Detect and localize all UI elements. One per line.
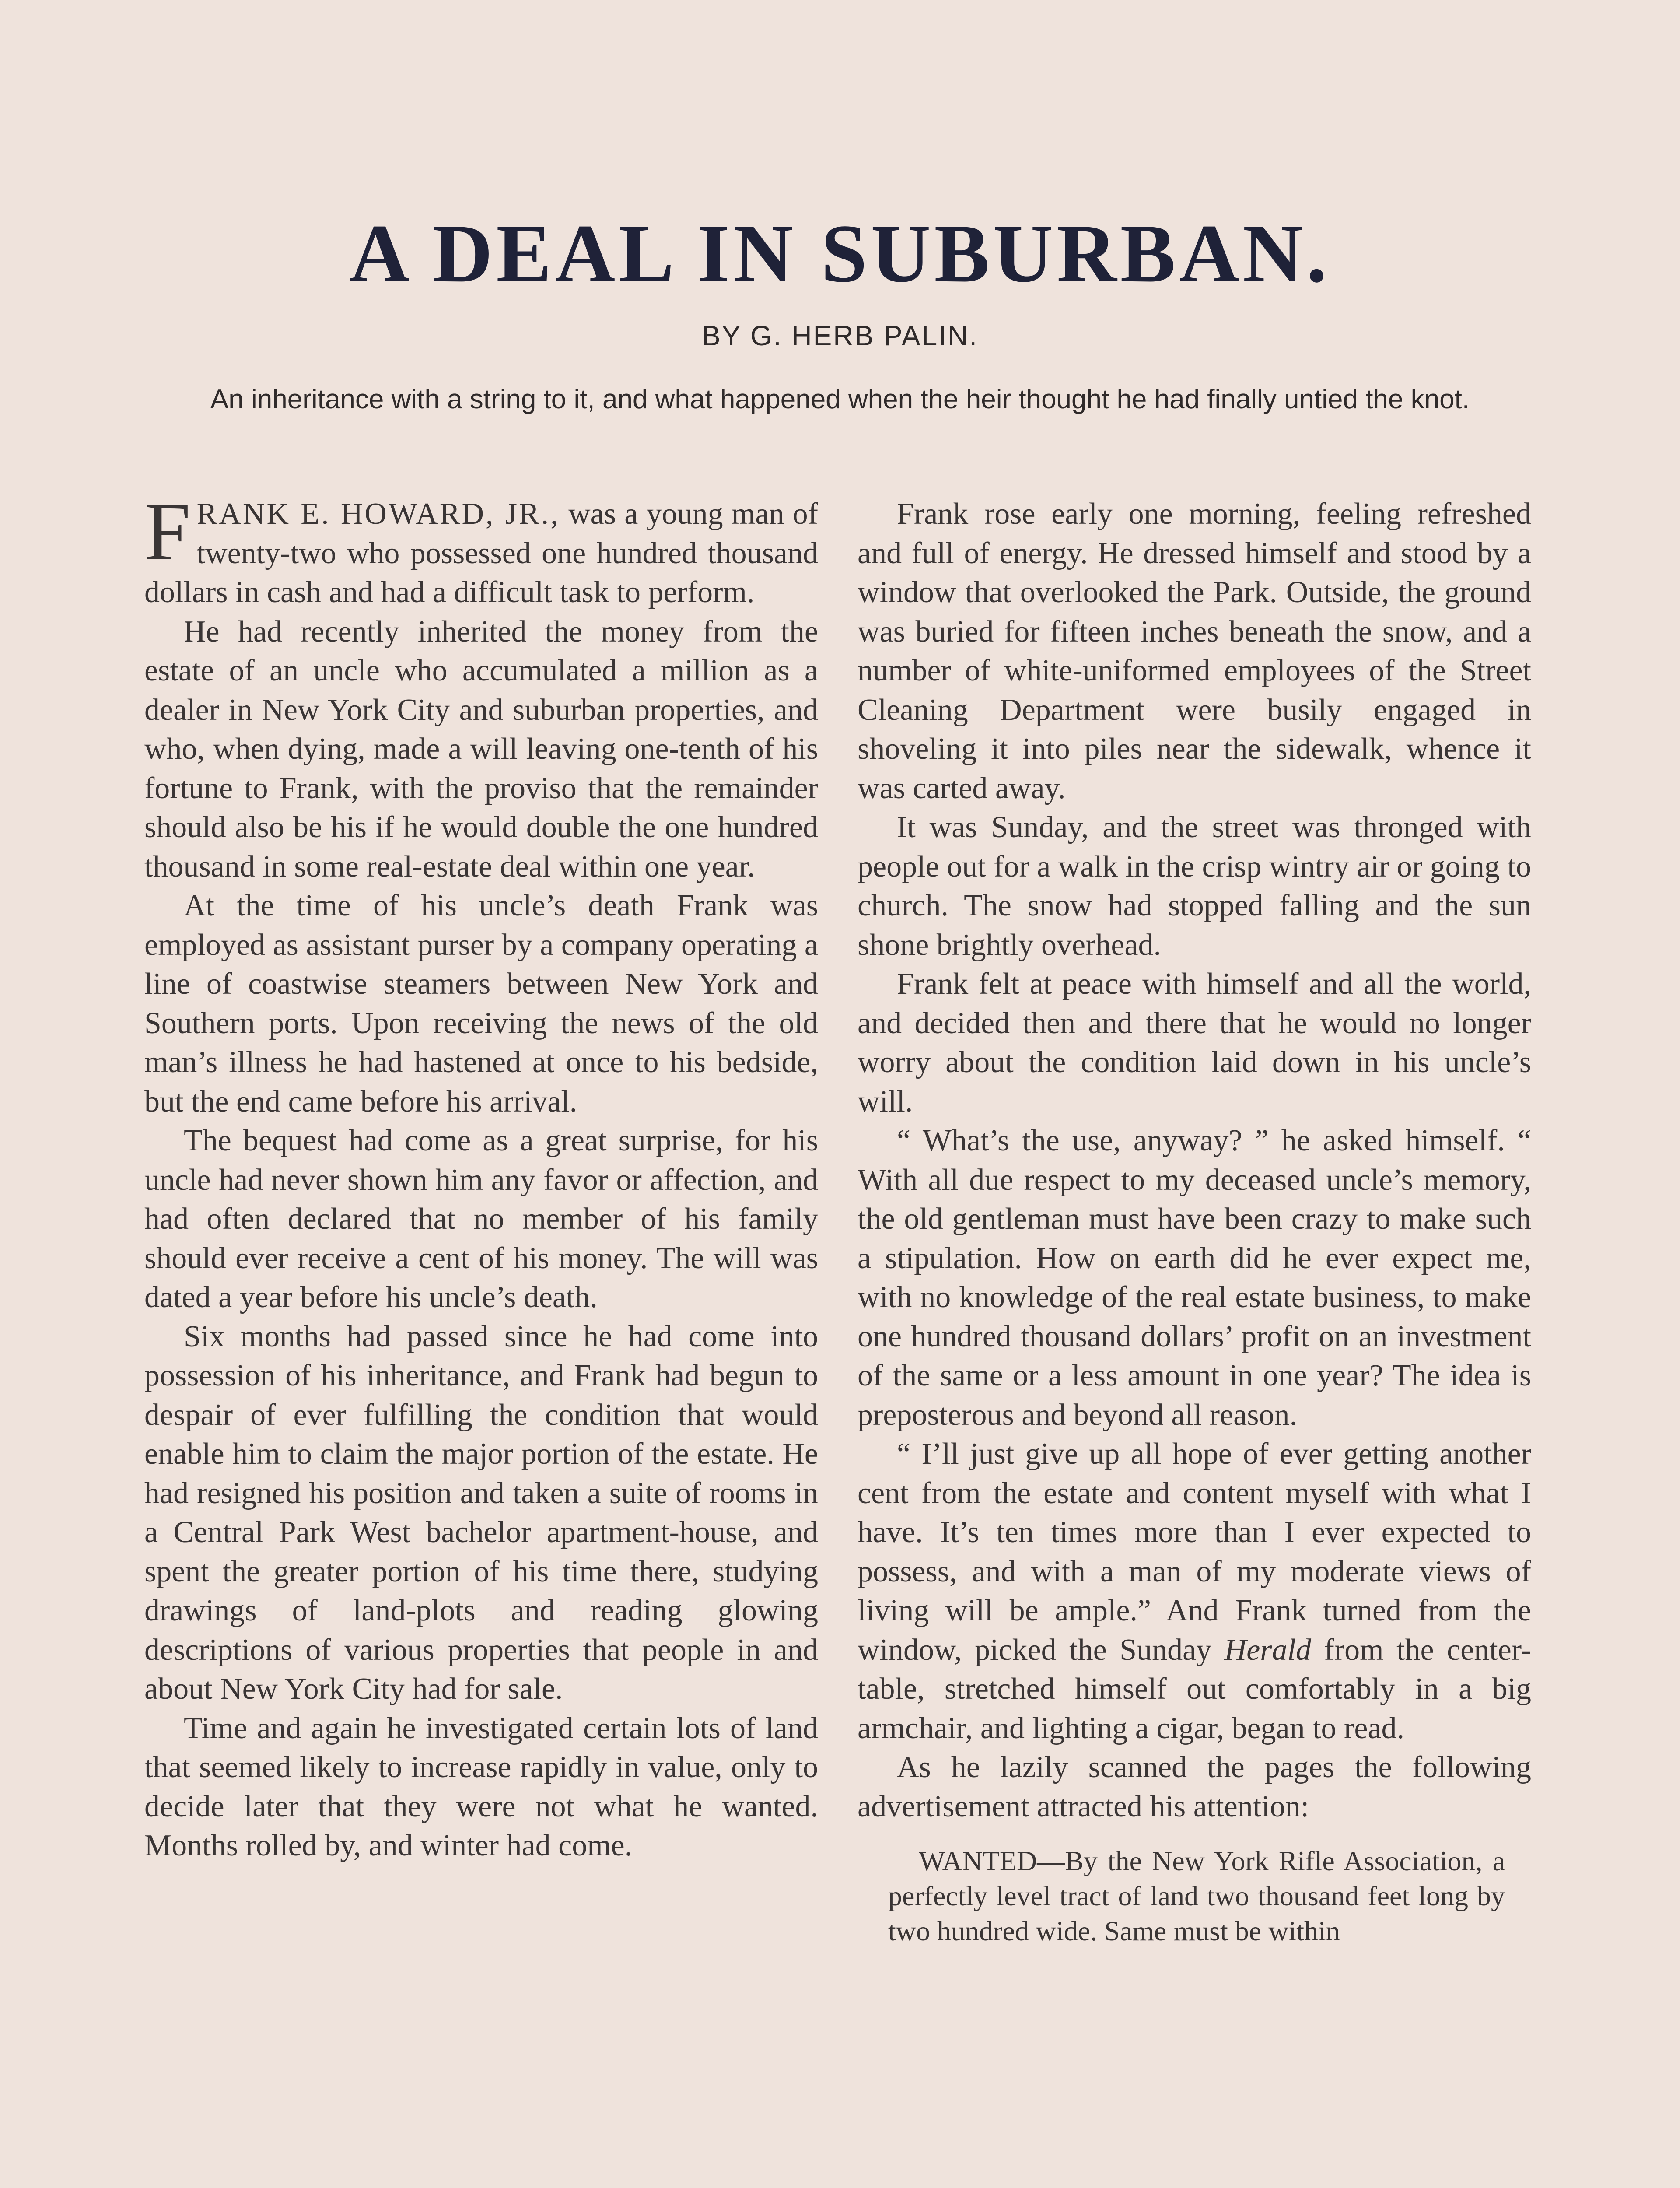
paragraph: As he lazily scanned the pages the following advertisement attracted his attention: [858, 1750, 1531, 1823]
paragraph: Six months had passed since he had come into possession of his inheritance, and Frank had begun to despair of ever fulfilling the condition that would enable him to claim the major portion of the estate. He had resigned his position and taken a suite of rooms in a Central Park West bachelor apartment-house, and spent the greater portion of his time there, studying drawings of land-plots and reading glowing descriptions of various properties that people in and about New York City had for sale. [144, 1319, 818, 1706]
article-title: A DEAL IN SUBURBAN. [349, 208, 1331, 300]
paragraph: Frank rose early one morning, feeling refreshed and full of energy. He dressed himself and stood by a window that overlooked the Park. Outside, the ground was buried for fifteen inches beneath the snow, and a number of white-uniformed employees of the Street Cleaning Department were busily engaged in shoveling it into piles near the sidewalk, whence it was carted away. [858, 497, 1531, 805]
newspaper-name: Herald [1224, 1633, 1311, 1667]
paragraph: It was Sunday, and the street was thronged with people out for a walk in the crisp wintry air or going to church. The snow had stopped falling and the sun shone brightly overhead. [858, 810, 1531, 962]
paragraph: “ What’s the use, anyway? ” he asked himself. “ With all due respect to my deceased uncle’s memory, the old gentleman must have been crazy to make such a stipulation. How on earth did he ever expect me, with no knowledge of the real estate business, to make one hundred thousand dollars’ profit on an investment of the same or a less amount in one year? The idea is preposterous and beyond all reason. [858, 1124, 1531, 1432]
paragraph-text: And Frank turned from the window, picked the Sunday [858, 1594, 1531, 1667]
paragraph: At the time of his uncle’s death Frank was employed as assistant purser by a company operating a line of coastwise steamers between New York and Southern ports. Upon receiving the news of the old man’s illness he had hastened at once to his bedside, but the end came before his arrival. [144, 889, 818, 1119]
paragraph-text: “ I’ll just give up all hope of ever getting another cent from the estate and content myself with what I have. It’s ten times more than I ever expected to possess, and with a man of my moderate views of living will be ample.” [858, 1437, 1531, 1627]
faded-running-header [634, 52, 1159, 69]
paragraph: He had recently inherited the money from the estate of an uncle who accumulated a million as a dealer in New York City and suburban properties, and who, when dying, made a will leaving one-tenth of his fortune to Frank, with the proviso that the remainder should also be his if he would double the one hundred thousand in some real-estate deal within one year. [144, 614, 818, 884]
advertisement-text: WANTED—By the New York Rifle Association, a perfectly level tract of land two thousand feet long by two hundred wide. Same must be within [888, 1845, 1505, 1946]
advertisement-block [858, 1844, 1531, 1949]
left-column [144, 486, 818, 1865]
right-column [858, 494, 1531, 1949]
opening-caps: RANK E. HOWARD, JR., [196, 497, 560, 531]
paragraph: Time and again he investigated certain lots of land that seemed likely to increase rapidly in value, only to decide later that they were not what he wanted. Months rolled by, and winter had come. [144, 1711, 818, 1862]
article-byline: BY G. HERB PALIN. [702, 320, 978, 351]
opening-paragraph [144, 486, 818, 612]
paragraph-with-herald [858, 1434, 1531, 1748]
paragraph: The bequest had come as a great surprise, for his uncle had never shown him any favor or affection, and had often declared that no member of his family should ever receive a cent of his money. The will was dated a year before his uncle’s death. [144, 1124, 818, 1314]
paragraph: Frank felt at peace with himself and all the world, and decided then and there that he would no longer worry about the condition laid down in his uncle’s will. [858, 967, 1531, 1119]
opening-text: was a young man of twenty-two who possessed one hundred thousand dollars in cash and had a difficult task to perform. [144, 497, 818, 609]
drop-cap: F [144, 486, 191, 578]
article-blurb: An inheritance with a string to it, and what happened when the heir thought he had finally untied the knot. [210, 384, 1470, 414]
paragraph-text: from the center-table, stretched himself out comfortably in a big armchair, and lighting a cigar, began to read. [858, 1633, 1531, 1745]
